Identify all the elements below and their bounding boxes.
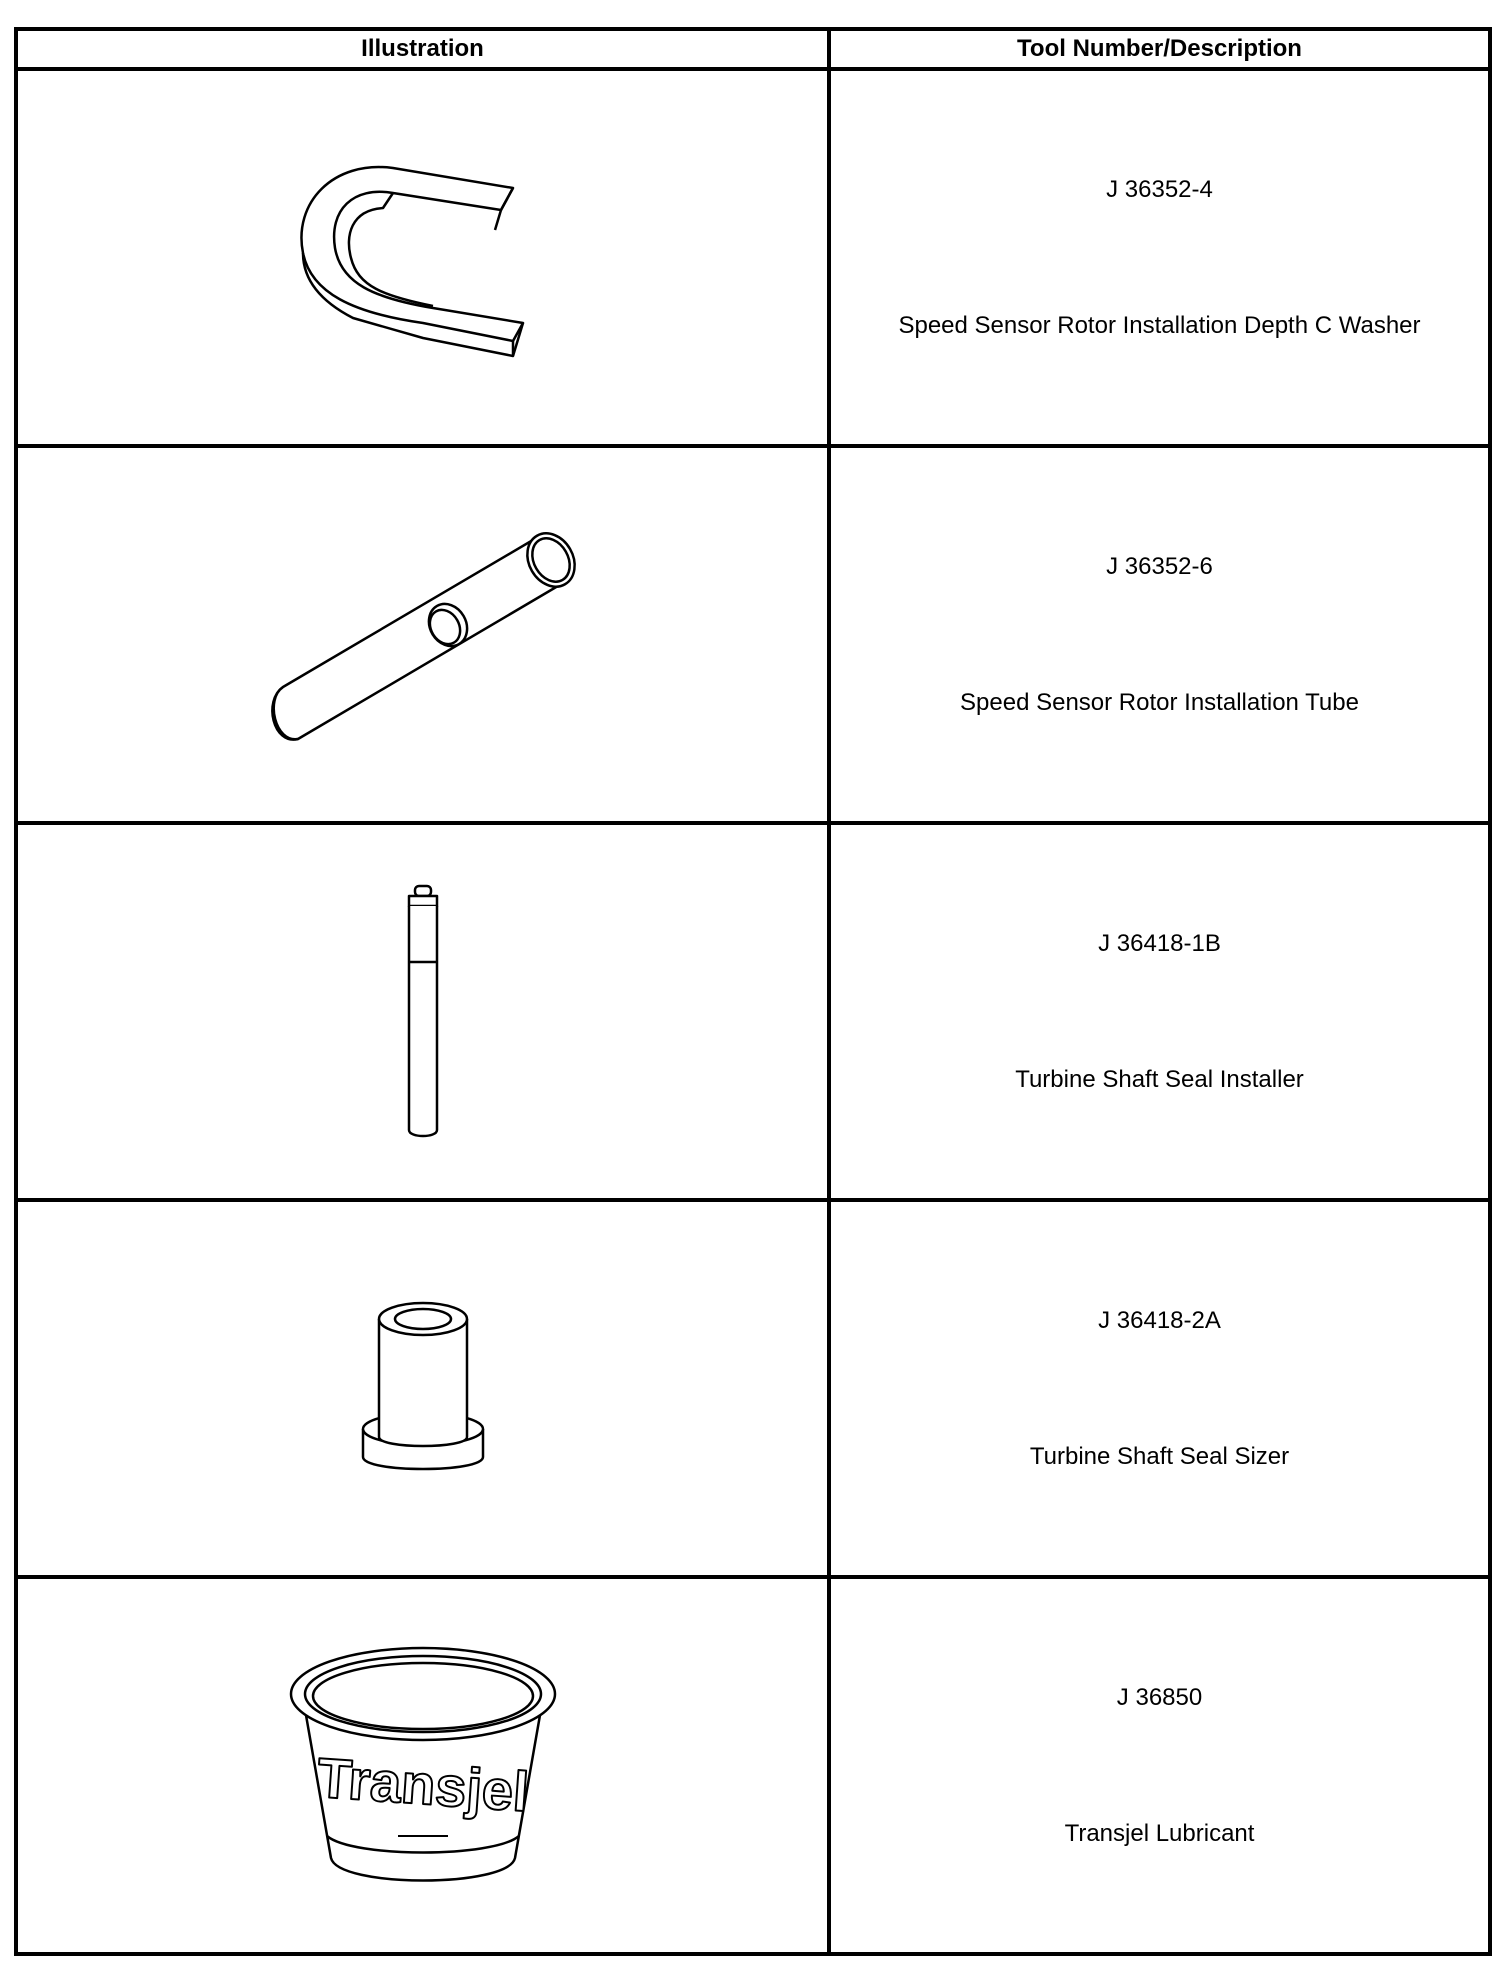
header-illustration: Illustration <box>16 29 829 69</box>
tub-label: Transjel <box>314 1745 531 1823</box>
tool-number: J 36850 <box>1116 1683 1203 1711</box>
seal-installer-icon <box>393 882 453 1142</box>
illustration-cell <box>16 446 829 823</box>
tool-number: J 36418-1B <box>1098 929 1221 957</box>
header-tool-number: Tool Number/Description <box>829 29 1490 69</box>
tool-description: Turbine Shaft Seal Installer <box>1015 1065 1304 1093</box>
seal-sizer-icon <box>353 1289 493 1489</box>
tool-description: Speed Sensor Rotor Installation Depth C Washer <box>898 311 1421 339</box>
table-row <box>16 1200 1490 1577</box>
illustration-cell <box>16 1200 829 1577</box>
tool-number: J 36352-4 <box>1106 175 1213 203</box>
tool-cell <box>829 1577 1490 1954</box>
tool-description: Transjel Lubricant <box>1064 1819 1255 1847</box>
illustration-cell <box>16 823 829 1200</box>
installation-tube-icon <box>253 515 593 755</box>
special-tools-table <box>14 27 1492 1956</box>
tool-cell <box>829 69 1490 446</box>
table-row <box>16 823 1490 1200</box>
tool-description: Turbine Shaft Seal Sizer <box>1029 1442 1290 1470</box>
tool-number: J 36352-6 <box>1106 552 1213 580</box>
illustration-cell <box>16 1577 829 1954</box>
tool-cell <box>829 446 1490 823</box>
tool-cell <box>829 823 1490 1200</box>
illustration-cell <box>16 69 829 446</box>
tool-number: J 36418-2A <box>1098 1306 1221 1334</box>
table-row <box>16 1577 1490 1954</box>
tool-cell <box>829 1200 1490 1577</box>
header-row <box>16 29 1490 69</box>
tool-description: Speed Sensor Rotor Installation Tube <box>960 688 1359 716</box>
c-washer-icon <box>273 148 573 368</box>
lubricant-tub-icon <box>283 1636 563 1896</box>
table-row <box>16 69 1490 446</box>
table-row <box>16 446 1490 823</box>
